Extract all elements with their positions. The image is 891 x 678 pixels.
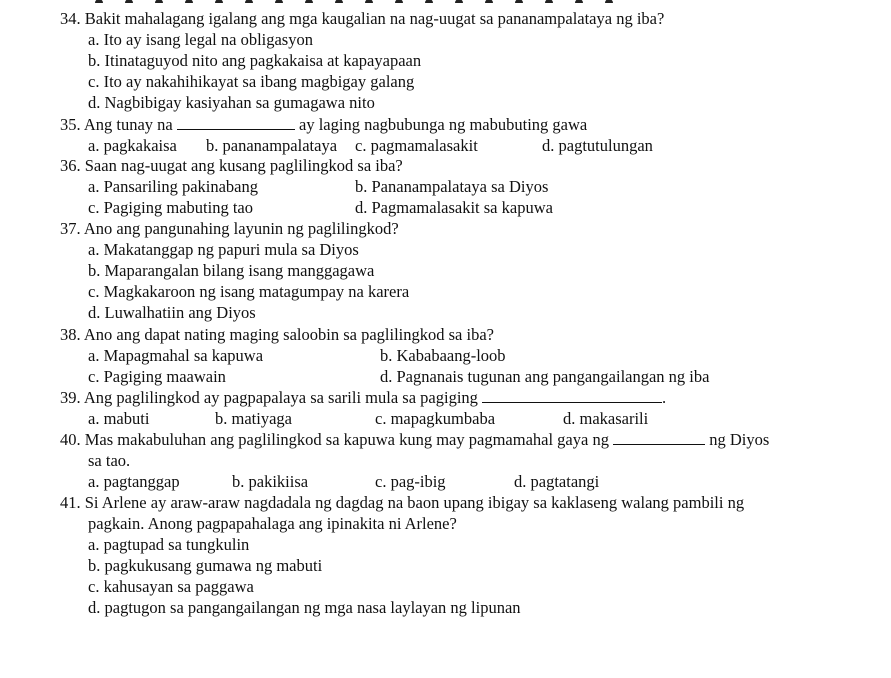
q41-option-d: d. pagtugon sa pangangailangan ng mga nasa laylayan ng lipunan xyxy=(88,598,521,617)
q34-option-d: d. Nagbibigay kasiyahan sa gumagawa nito xyxy=(88,93,375,112)
q36-option-b: b. Pananampalataya sa Diyos xyxy=(355,177,549,196)
question-36: 36. Saan nag-uugat ang kusang paglilingkod sa iba? xyxy=(60,156,403,175)
q34-option-b: b. Itinataguyod nito ang pagkakaisa at kapayapaan xyxy=(88,51,422,70)
question-34: 34. Bakit mahalagang igalang ang mga kaugalian na nag-uugat sa pananampalataya ng iba? xyxy=(60,9,665,28)
q35-option-c: c. pagmamalasakit xyxy=(355,136,478,155)
question-38: 38. Ano ang dapat nating maging saloobin sa paglilingkod sa iba? xyxy=(60,325,494,344)
q35-option-b: b. pananampalataya xyxy=(206,136,338,155)
q39-text-before: 39. Ang paglilingkod ay pagpapalaya sa sarili mula sa pagiging xyxy=(60,388,478,407)
q40-option-a: a. pagtanggap xyxy=(88,472,180,491)
question-40-continued: sa tao. xyxy=(88,451,131,470)
q35-option-a: a. pagkakaisa xyxy=(88,136,177,155)
q38-option-d: d. Pagnanais tugunan ang pangangailangan ng iba xyxy=(380,367,710,386)
question-39 xyxy=(60,387,666,408)
q39-blank xyxy=(482,388,662,403)
q35-blank xyxy=(177,115,295,130)
q36-option-d: d. Pagmamalasakit sa kapuwa xyxy=(355,198,553,217)
q37-option-d: d. Luwalhatiin ang Diyos xyxy=(88,303,256,322)
q40-text-before: 40. Mas makabuluhan ang paglilingkod sa kapuwa kung may pagmamahal gaya ng xyxy=(60,430,609,449)
q38-option-a: a. Mapagmahal sa kapuwa xyxy=(88,346,264,365)
question-41-continued: pagkain. Anong pagpapahalaga ang ipinakita ni Arlene? xyxy=(88,514,457,533)
q36-option-a: a. Pansariling pakinabang xyxy=(88,177,258,196)
q37-option-c: c. Magkakaroon ng isang matagumpay na karera xyxy=(88,282,410,301)
q37-option-a: a. Makatanggap ng papuri mula sa Diyos xyxy=(88,240,359,259)
q35-option-d: d. pagtutulungan xyxy=(542,136,653,155)
q41-option-c: c. kahusayan sa paggawa xyxy=(88,577,254,596)
q40-text-after: ng Diyos xyxy=(709,430,770,449)
q40-option-b: b. pakikiisa xyxy=(232,472,309,491)
q35-text-after: ay laging nagbubunga ng mabubuting gawa xyxy=(299,115,588,134)
cropped-previous-line xyxy=(95,0,655,3)
q38-option-b: b. Kababaang-loob xyxy=(380,346,506,365)
q38-option-c: c. Pagiging maawain xyxy=(88,367,226,386)
q35-text-before: 35. Ang tunay na xyxy=(60,115,173,134)
q40-blank xyxy=(613,430,705,445)
q36-option-c: c. Pagiging mabuting tao xyxy=(88,198,253,217)
question-41: 41. Si Arlene ay araw-araw nagdadala ng dagdag na baon upang ibigay sa kaklaseng walang pambili ng xyxy=(60,493,745,512)
q39-option-d: d. makasarili xyxy=(563,409,649,428)
q40-option-d: d. pagtatangi xyxy=(514,472,600,491)
q39-text-after: . xyxy=(662,388,667,407)
q34-option-c: c. Ito ay nakahihikayat sa ibang magbigay galang xyxy=(88,72,415,91)
question-37: 37. Ano ang pangunahing layunin ng paglilingkod? xyxy=(60,219,399,238)
question-35 xyxy=(60,114,587,135)
q41-option-b: b. pagkukusang gumawa ng mabuti xyxy=(88,556,323,575)
q37-option-b: b. Maparangalan bilang isang manggagawa xyxy=(88,261,375,280)
question-40 xyxy=(60,429,769,450)
q39-option-b: b. matiyaga xyxy=(215,409,292,428)
q39-option-a: a. mabuti xyxy=(88,409,150,428)
q34-option-a: a. Ito ay isang legal na obligasyon xyxy=(88,30,313,49)
q40-option-c: c. pag-ibig xyxy=(375,472,446,491)
q39-option-c: c. mapagkumbaba xyxy=(375,409,496,428)
q41-option-a: a. pagtupad sa tungkulin xyxy=(88,535,250,554)
